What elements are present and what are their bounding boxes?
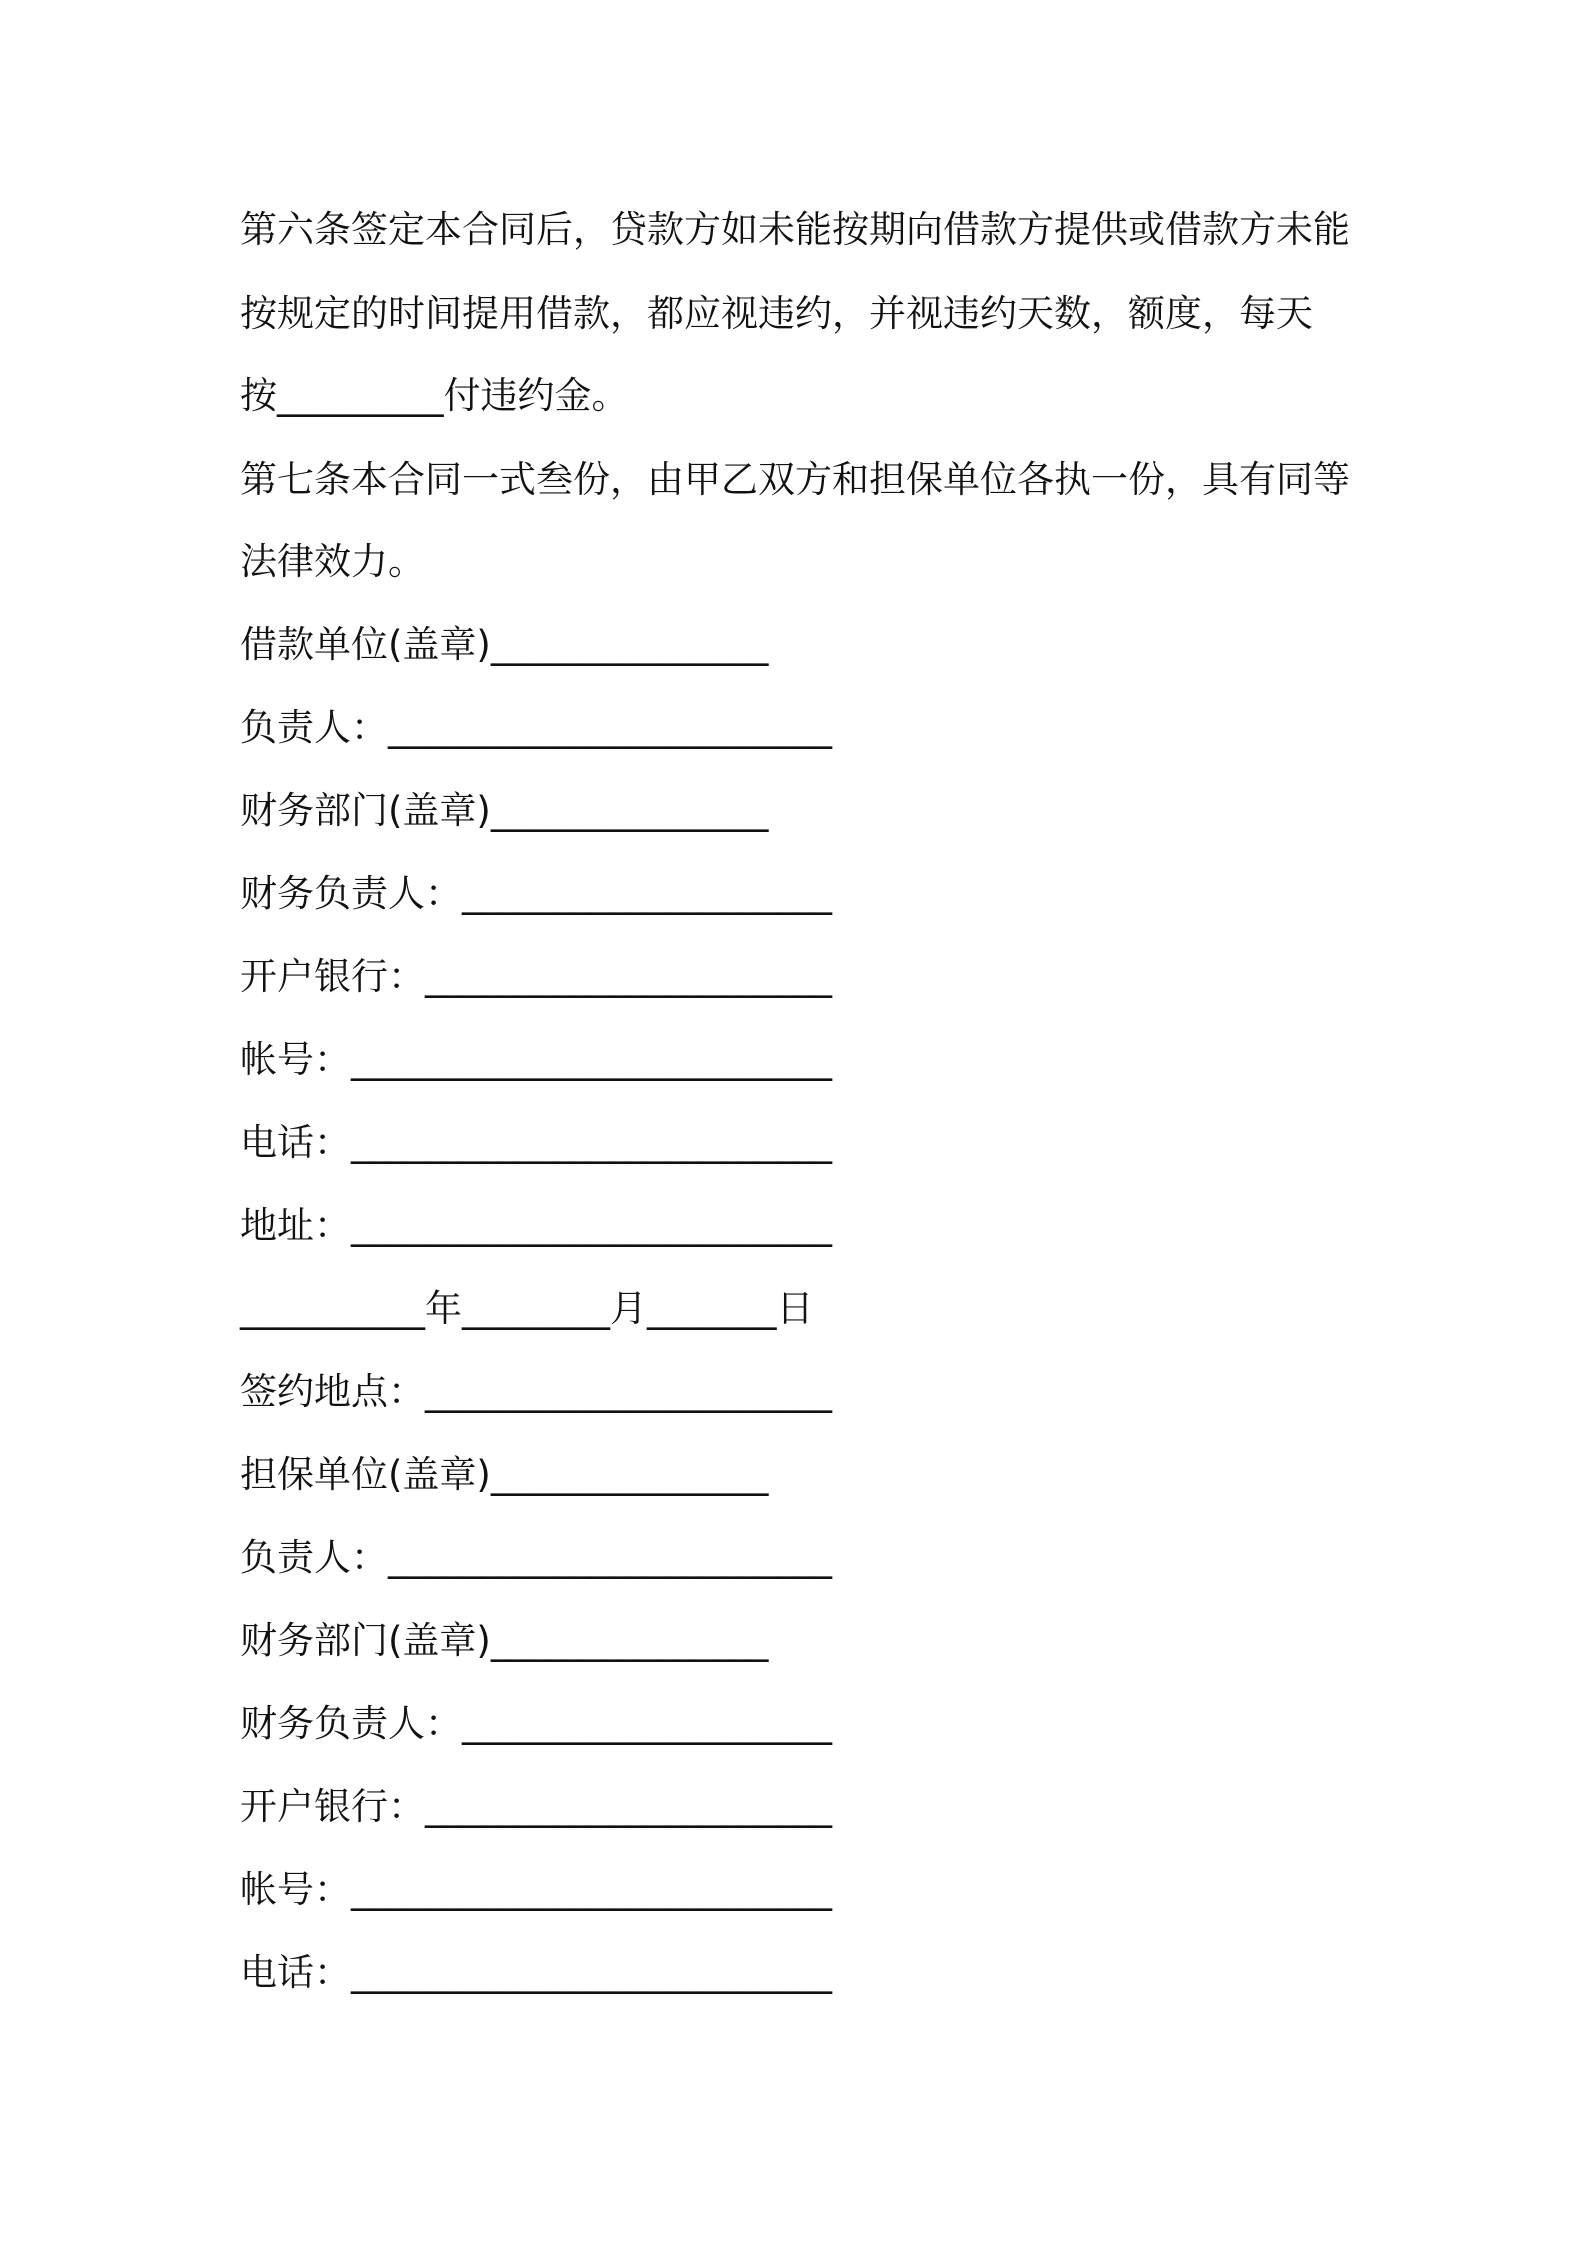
borrower-bank-field: 开户银行：______________________: [240, 955, 832, 998]
date-field: __________年________月_______日: [240, 1287, 814, 1330]
guarantor-seal-field: 担保单位(盖章)_______________: [240, 1453, 769, 1496]
article-7-line-2: 法律效力。: [240, 540, 425, 583]
borrower-finance-head-field: 财务负责人：____________________: [240, 872, 832, 915]
borrower-finance-seal-field: 财务部门(盖章)_______________: [240, 789, 769, 832]
borrower-address-field: 地址：__________________________: [240, 1204, 832, 1247]
guarantor-finance-seal-field: 财务部门(盖章)_______________: [240, 1619, 769, 1662]
article-6-line-1: 第六条签定本合同后，贷款方如未能按期向借款方提供或借款方未能: [240, 208, 1350, 251]
guarantor-bank-field: 开户银行：______________________: [240, 1785, 832, 1828]
article-6-line-2: 按规定的时间提用借款，都应视违约，并视违约天数，额度，每天: [240, 292, 1313, 335]
borrower-account-field: 帐号：__________________________: [240, 1038, 832, 1081]
guarantor-responsible-field: 负责人：________________________: [240, 1536, 832, 1579]
signing-place-field: 签约地点：______________________: [240, 1370, 832, 1413]
article-7-line-1: 第七条本合同一式叁份，由甲乙双方和担保单位各执一份，具有同等: [240, 458, 1350, 501]
article-6-line-3: 按_________付违约金。: [240, 374, 629, 417]
guarantor-phone-field: 电话：__________________________: [240, 1951, 832, 1994]
borrower-responsible-field: 负责人：________________________: [240, 706, 832, 749]
guarantor-account-field: 帐号：__________________________: [240, 1868, 832, 1911]
guarantor-finance-head-field: 财务负责人：____________________: [240, 1702, 832, 1745]
borrower-seal-field: 借款单位(盖章)_______________: [240, 623, 769, 666]
borrower-phone-field: 电话：__________________________: [240, 1121, 832, 1164]
